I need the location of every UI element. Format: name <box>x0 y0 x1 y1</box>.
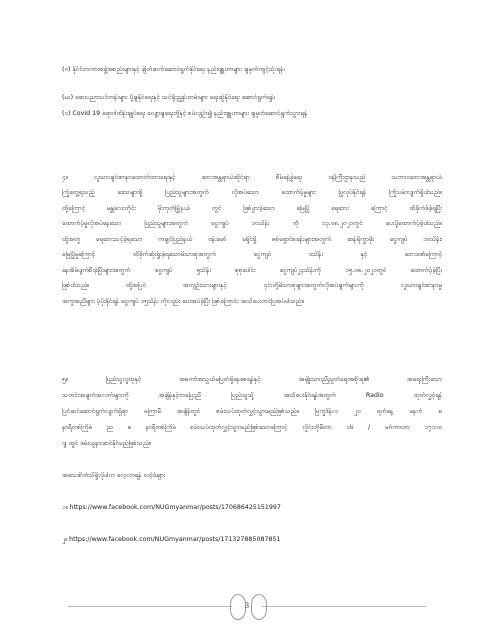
reference-link-1[interactable]: ၁။ https://www.facebook.com/NUGmyanmar/posts/170686425151997 <box>62 504 281 511</box>
list-item: (ဂ) နိုင်ငံတကာအဖွဲ့အစည်းများနှင့် ချိတ်ဆက်ဆောင်ရွက်နိုင်ရေး နည်းဗျူဟာများ ချမှတ်ကျင့်သုံးရန်၊ <box>62 66 285 73</box>
paragraph-line: ဂျ ထွင် ဖမ်းယူနားဆင်နိုင်မည်ဖြစ်သည်။ <box>62 440 151 447</box>
references-heading: အသေးစိတ်သိရှိလိုပါက လေ့လာရန် လင့်ခ်များ <box>62 472 166 479</box>
paragraph-line: မြေပြိုမှုကြောင့် ထိခိုက်ဆုံးရှုံးခဲ့ရသောမိသားစုအတွက် ငွေကျပ် ၁သိန်း နှင့် ဘေးဒဏ်ကြောင့် <box>62 251 442 258</box>
paragraph-line: နေအိမ်ပျက်စီးခဲ့ပြီးများအတွက် ငွေကျပ် ၅သိန်း စုစုပေါင်း ငွေကျပ်၂၄သိန်းကို ၁၅.၀၈.၂၀၂၁တွင် ထောက်ပံ့ခဲ့ပြီး <box>62 267 442 274</box>
paragraph-line: ထို့အတူ ရေဘေးသင့်ခဲ့ရသော ကချင်ပြည်နယ် ဗန်းမော် ခရိုင်ရှိ စစ်ရှောင်စခန်းများအတွက် ဆန်ရိက္ခာဖိုး ငွေကျပ် ၁၀သိန်း၊ <box>62 236 442 243</box>
paragraph-line: နာရီတစ်ကြိမ် ည ၈ နာရီတစ်ကြိမ် စမ်းသပ်ထုတ်လွှင့်သွားမည်ဖြစ်သောကြောင့် လှိုင်းတိုမီတာ ၁၆ / မဂ်ကာဟာ ၁၇၁၁၀ <box>62 424 442 431</box>
list-item: (ဃ) ဆေးပညာသင်တန်းများ ပို့ချနိုင်ရေးနှင့် သင်ရိုးညွှန်းတမ်းများ ရေးဆွဲနိုင်ရေး ဆောင်ရွက်ရန်၊ <box>62 94 275 101</box>
page-number: 3 <box>245 601 249 610</box>
paragraph-line: ထို့ကြောင့် မန္တလေးတိုင်း မိုးကုတ်မြို့နယ် တွင် ဖြစ်ပွားခဲ့သော မြေပြို ရေဘေး ကြောင့် ထိခိုက်ခံခဲ့ရပြီး <box>62 205 442 212</box>
paragraph-line: ဖြစ်ပါသည်။ ထို့အပြင် အကျဉ်းသားများနှင့် ၄င်းတို့မိသားစုများအတွက်လိုအပ်ချက်များကို လူသားချင်းစာနာမှု <box>62 282 442 289</box>
paragraph-line: ၅။ ပြည်သူလူထုနှင့် အဓကာ်အသွယ်မပြတ်ရှိနေစေရန်နှင့် အမျိုးသားညီညွတ်ရေးအစိုးရ၏ အရေးကြီးသော <box>62 376 442 383</box>
paragraph-line: သတင်းအချက်အလက်များကို အချိန်နှင့်တပြေးညီ ပြည်သူသို့ အသိပေးနိုင်ရန်အတွက် Radio ထုတ်လွှင့်ရန် <box>62 392 442 399</box>
paragraph-line: ထောက်ပံ့မှုလိုအပ်နေသော ပြည်သူများအတွက် ငွေကျပ် ၁၀သိန်း ကို ၁၃.၀၈.၂၀၂၁တွင် ပေးပို့ထောက်ပံ့ခဲ့ပါသည်။ <box>62 220 442 227</box>
footer-rule-right <box>262 606 426 607</box>
reference-link-2[interactable]: ၂။ https://www.facebook.com/NUGmyanmar/posts/171327885087851 <box>62 536 281 543</box>
paragraph-line: ၄။ လူသားချင်းစာနာထောက်ထားရေးနှင့် ဘေးအန္တရာယ်ဆိုင်ရာ စီမံခန့်ခွဲရေး ဝန်ကြီးဌာနသည် သဘာဝဘေးအန္တရာယ် <box>62 174 442 181</box>
list-item: (င) Covid 19 ရောဂါထိန်းချုပ်ရေး လျော့ချရေးတို့နှင့် စပ်လျဉ်း၍ နည်းဗျူဟာများ ချမှတ်ဆောင်ရွက်သွားရန် <box>62 110 308 117</box>
paragraph-line: ကြုံတွေ့ရသည့် ဒေသများရှိ ပြည်သူများအတွက် လိုအပ်သော ထောက်ပံ့မှုများ ပြုလုပ်နိုင်ရန် ကြိုးပမ်းလျက်ရှိပါသည်။ <box>62 189 442 196</box>
paragraph-line: ပြင်ဆင်ဆောင်ရွက်လျက်ရှိရာ မကြာမီ အချိန်တွင် စမ်းသပ်ထုတ်လွှင့်သွားမည်ဖြစ်သည်။ ပြက္ခဒိန်လ ၂၀ ရက်နေ့ မနက် ၈ <box>62 408 442 415</box>
footer-rule-left <box>68 606 232 607</box>
paragraph-line: အကူအညီများ ပံ့ပိုးနိုင်ရန် ငွေကျပ် ၁၅သိန်း ကိုလည်း ပေးအပ်ခဲ့ပြီး ဖြစ်ကြောင်း အသိပေးတင်ပြအပ်ပါသည်။ <box>62 298 304 305</box>
